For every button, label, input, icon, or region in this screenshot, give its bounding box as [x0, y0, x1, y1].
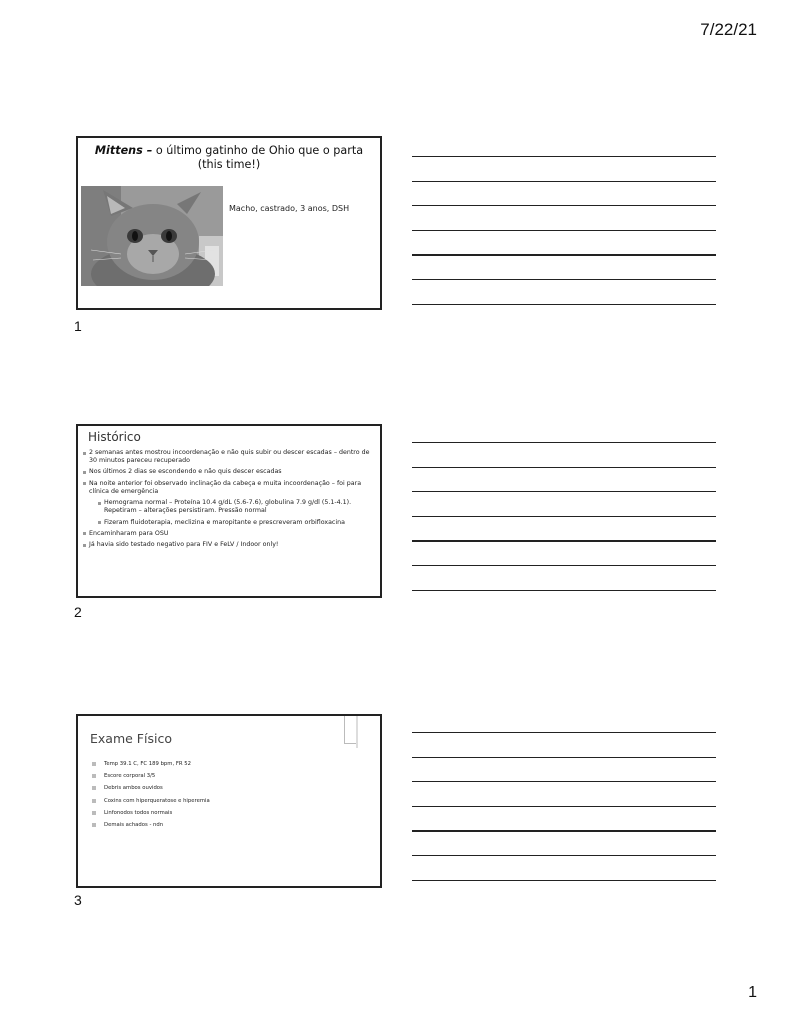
note-line [412, 279, 716, 280]
note-line [412, 205, 716, 206]
note-line [412, 880, 716, 881]
slide-2 [76, 424, 382, 598]
bullet-item: Escore corporal 3/5 [92, 773, 210, 779]
slide-2-number: 2 [74, 604, 82, 620]
bullet-item: Coxins com hiperqueratose e hiperemia [92, 798, 210, 804]
note-line [412, 757, 716, 758]
note-line [412, 781, 716, 782]
note-line [412, 230, 716, 231]
slide-2-bullets [82, 449, 376, 553]
note-line [412, 467, 716, 468]
bullet-item: Encaminharam para OSU [82, 530, 376, 538]
note-line [412, 540, 716, 541]
bullet-item: 2 semanas antes mostrou incoordenação e não quis subir ou descer escadas – dentro de 30 minutos pareceu recuperado [82, 449, 376, 465]
note-line [412, 516, 716, 517]
note-lines-2 [412, 442, 716, 614]
slide-3-title: Exame Físico [90, 731, 172, 746]
note-line [412, 181, 716, 182]
sub-bullet-item: Hemograma normal – Proteína 10.4 g/dL (5.6-7.6), globulina 7.9 g/dl (5.1-4.1). Repetiram – alterações persistiram. Pressão normal [97, 499, 376, 515]
slide-1-title-text: o último gatinho de Ohio que o parta (this time!) [152, 144, 364, 171]
slide-1-number: 1 [74, 318, 82, 334]
decorative-corner [344, 714, 356, 744]
bullet-item: Nos últimos 2 dias se escondendo e não quis descer escadas [82, 468, 376, 476]
slide-1-title-emphasis: Mittens – [94, 144, 153, 157]
slide-3-number: 3 [74, 892, 82, 908]
note-line [412, 565, 716, 566]
sub-bullet-item: Fizeram fluidoterapia, meclizina e maropitante e prescreveram orbifloxacina [97, 519, 376, 527]
bullet-item: Linfonodos todos normais [92, 810, 210, 816]
note-line [412, 590, 716, 591]
note-line [412, 254, 716, 255]
cat-photo [81, 186, 223, 286]
slide-1-title [84, 144, 374, 172]
page-number: 1 [748, 984, 757, 1001]
bullet-item: Demais achados - ndn [92, 822, 210, 828]
page-date: 7/22/21 [700, 20, 757, 39]
note-line [412, 855, 716, 856]
bullet-item: Debris ambos ouvidos [92, 785, 210, 791]
note-line [412, 830, 716, 831]
note-lines-3 [412, 732, 716, 904]
slide-3 [76, 714, 382, 888]
bullet-item: Na noite anterior foi observado inclinação da cabeça e muita incoordenação – foi para clínica de emergência [82, 480, 376, 496]
decorative-bar [356, 716, 358, 748]
bullet-item: Temp 39.1 C, FC 189 bpm, FR 52 [92, 761, 210, 767]
bullet-item: Já havia sido testado negativo para FIV e FeLV / Indoor only! [82, 541, 376, 549]
slide-1-subtitle: Macho, castrado, 3 anos, DSH [229, 204, 350, 213]
slide-1 [76, 136, 382, 310]
note-lines-1 [412, 156, 716, 328]
note-line [412, 806, 716, 807]
note-line [412, 491, 716, 492]
note-line [412, 442, 716, 443]
note-line [412, 304, 716, 305]
note-line [412, 732, 716, 733]
note-line [412, 156, 716, 157]
cat-photo-image [81, 186, 223, 286]
slide-2-title: Histórico [88, 430, 141, 444]
slide-3-bullets [92, 761, 210, 834]
